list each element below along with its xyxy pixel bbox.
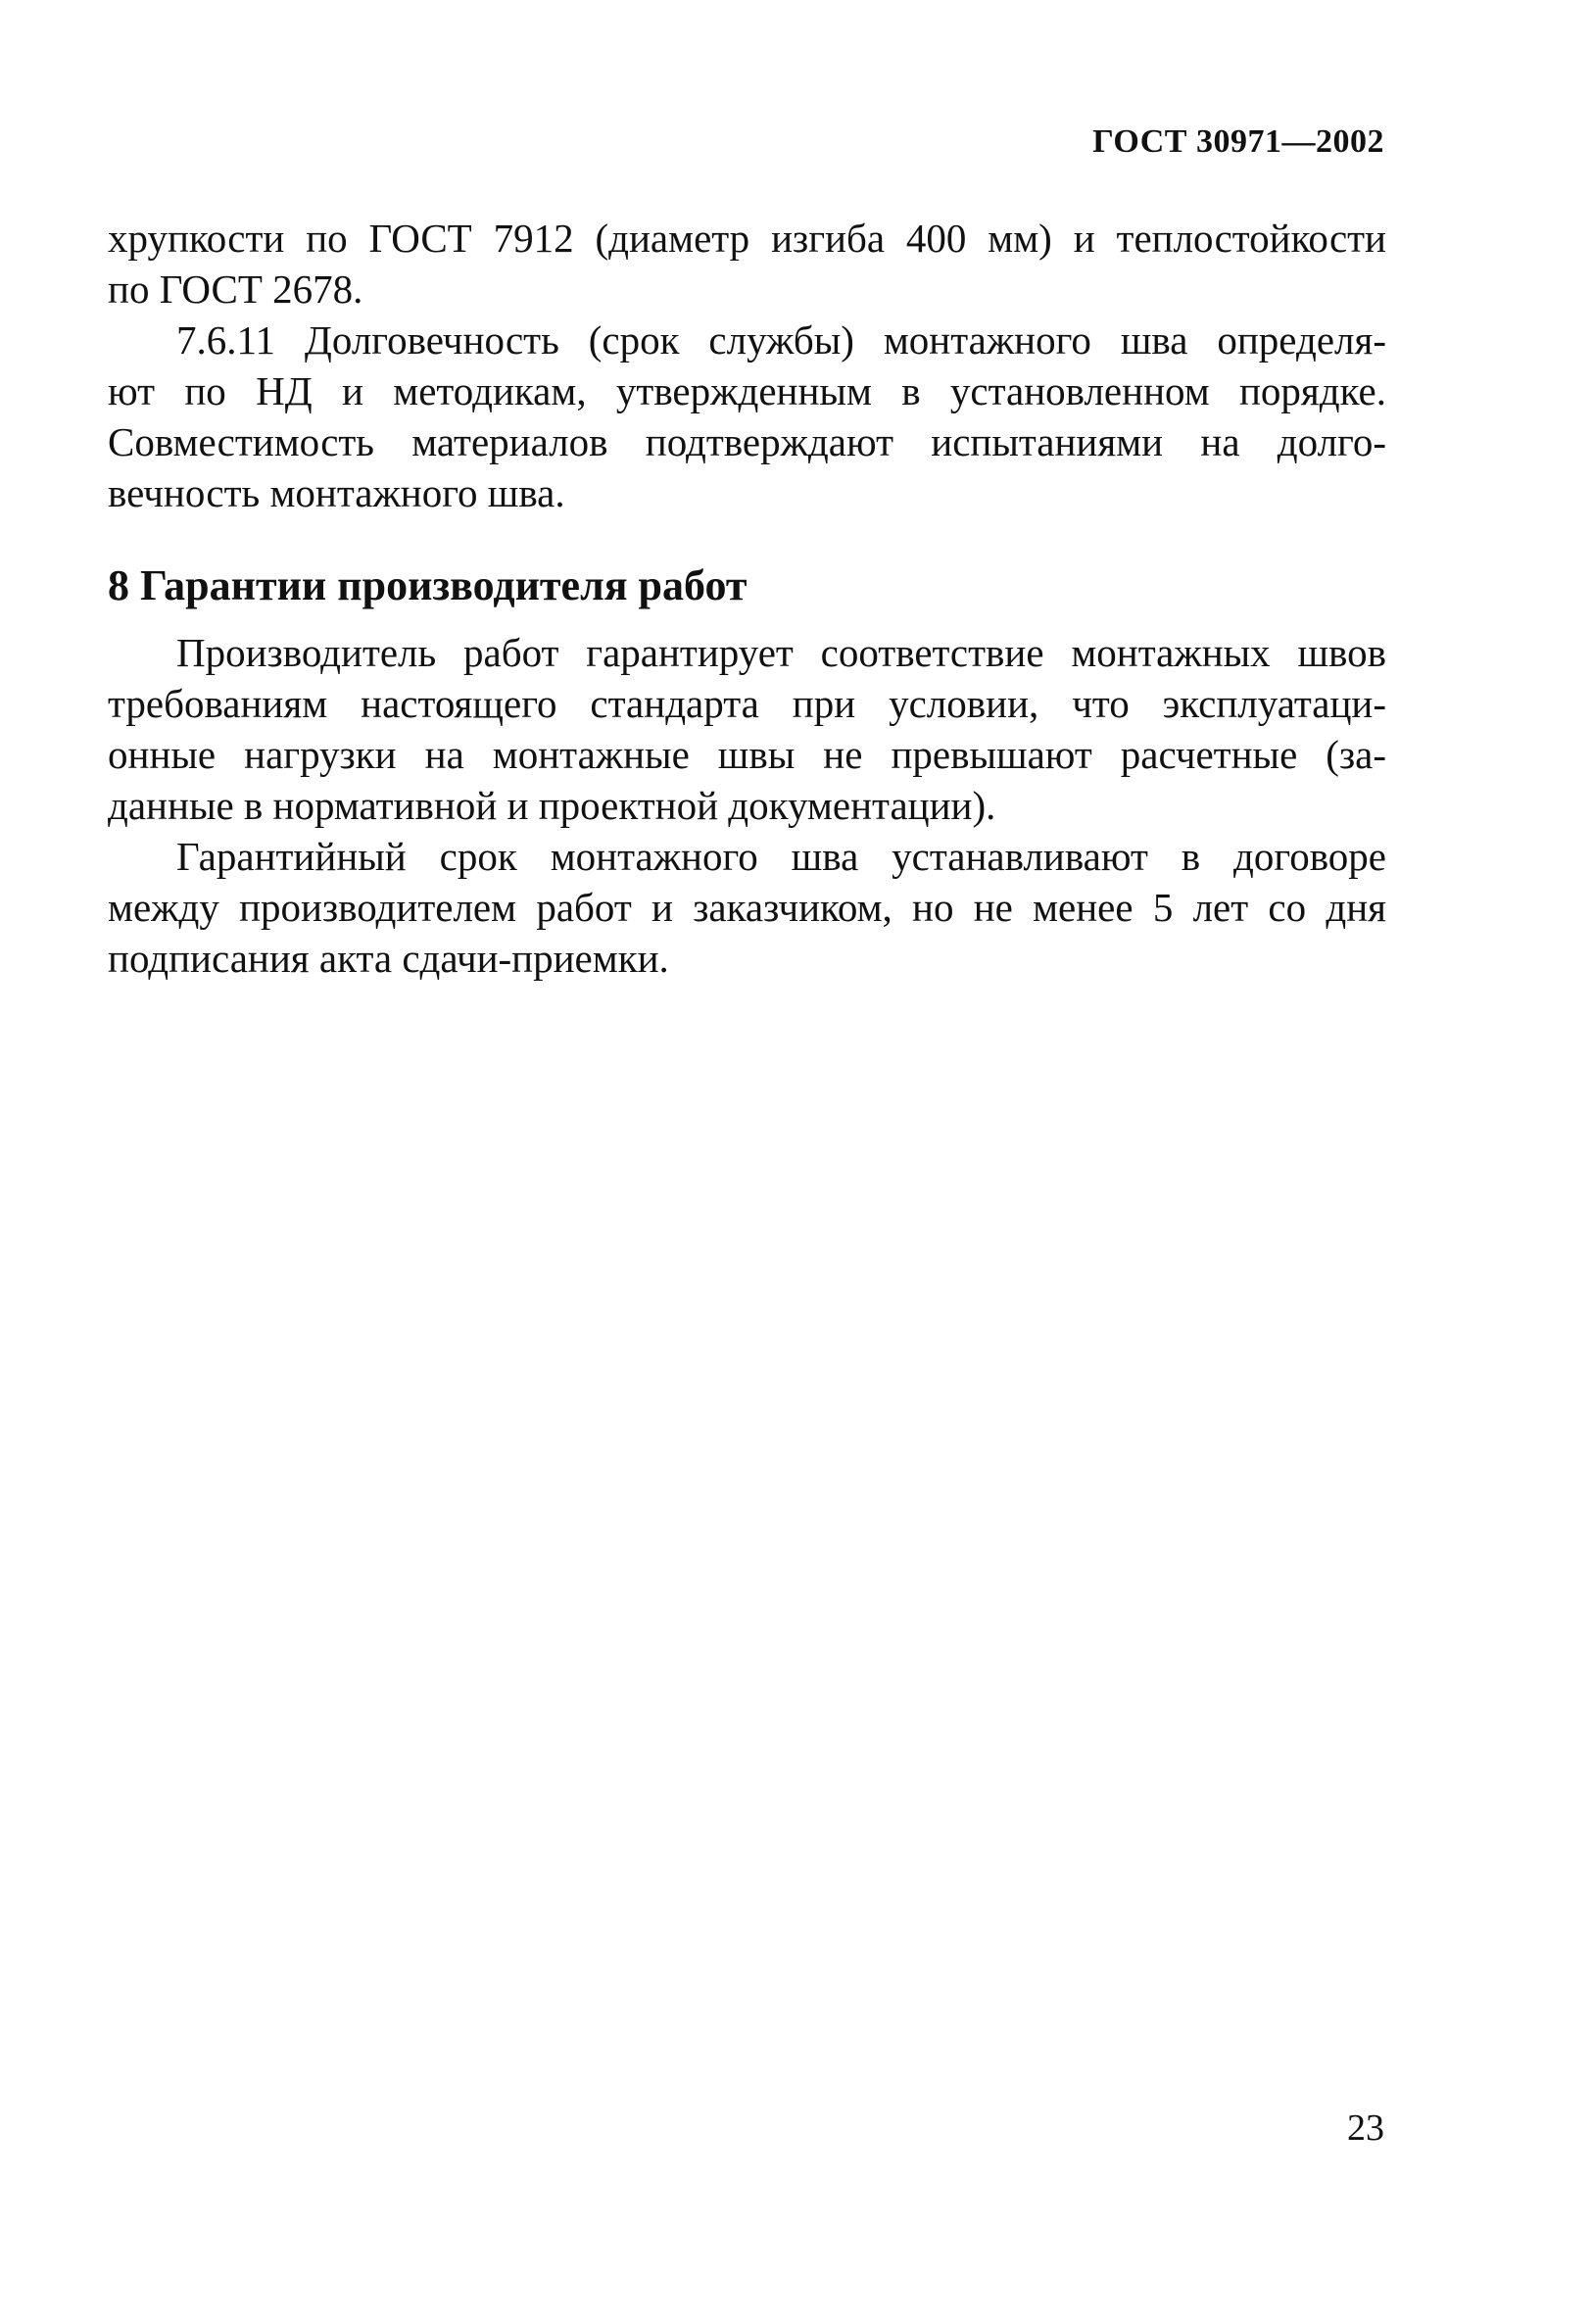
continued-text-block bbox=[108, 213, 1386, 518]
text-line: подписания акта сдачи-приемки. bbox=[108, 936, 669, 981]
text-line: Производитель работ гарантирует соответствие монтажных швов bbox=[176, 630, 1386, 675]
section-body bbox=[108, 627, 1386, 984]
document-header-code: ГОСТ 30971—2002 bbox=[1092, 123, 1384, 160]
text-line: онные нагрузки на монтажные швы не превышают расчетные (за- bbox=[108, 732, 1386, 777]
text-line: между производителем работ и заказчиком, но не менее 5 лет со дня bbox=[108, 885, 1386, 930]
clause-7-6-11-line: 7.6.11 Долговечность (срок службы) монтажного шва определя- bbox=[176, 317, 1386, 363]
text-line: вечность монтажного шва. bbox=[108, 470, 565, 515]
text-line: Гарантийный срок монтажного шва устанавливают в договоре bbox=[176, 834, 1386, 879]
text-line: хрупкости по ГОСТ 7912 (диаметр изгиба 400 мм) и теплостойкости bbox=[108, 216, 1386, 261]
text-line: по ГОСТ 2678. bbox=[108, 266, 363, 312]
section-heading: 8 Гарантии производителя работ bbox=[108, 561, 748, 609]
text-line: ют по НД и методикам, утвержденным в установленном порядке. bbox=[108, 368, 1386, 413]
text-line: данные в нормативной и проектной документации). bbox=[108, 783, 996, 828]
page-number: 23 bbox=[1347, 2107, 1384, 2149]
text-line: требованиям настоящего стандарта при условии, что эксплуатаци- bbox=[108, 681, 1386, 726]
text-line: Совместимость материалов подтверждают испытаниями на долго- bbox=[108, 419, 1386, 464]
